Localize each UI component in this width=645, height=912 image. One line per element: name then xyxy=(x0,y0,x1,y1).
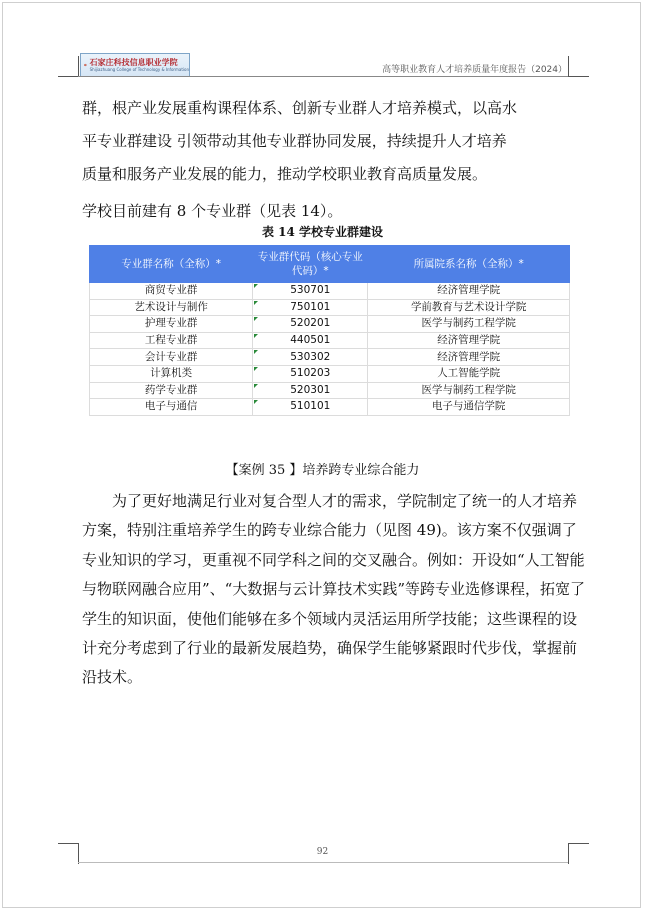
group-name-cell: 计算机类 xyxy=(90,365,253,382)
college-logo xyxy=(80,53,190,77)
group-name-cell: 商贸专业群 xyxy=(90,283,253,300)
group-code-cell: 530701 xyxy=(253,283,368,300)
department-cell: 经济管理学院 xyxy=(368,283,570,300)
major-group-table xyxy=(89,245,570,416)
group-code-cell: 440501 xyxy=(253,332,368,349)
group-name-cell: 艺术设计与制作 xyxy=(90,299,253,316)
text-line: 群，根产业发展重构课程体系、创新专业群人才培养模式，以高水 xyxy=(82,99,518,117)
department-cell: 经济管理学院 xyxy=(368,332,570,349)
crop-mark-top-right xyxy=(568,56,589,77)
column-header: 所属院系名称（全称）* xyxy=(368,246,570,283)
intro-paragraph xyxy=(82,92,570,191)
department-cell: 医学与制药工程学院 xyxy=(368,382,570,399)
logo-text xyxy=(90,59,189,72)
department-cell: 人工智能学院 xyxy=(368,365,570,382)
table-row xyxy=(90,382,570,399)
group-code-cell: 520301 xyxy=(253,382,368,399)
group-code-cell: 530302 xyxy=(253,349,368,366)
text-line: 方案，特别注重培养学生的跨专业综合能力（见图 49)。该方案不仅强调了 xyxy=(82,521,577,540)
report-title: 高等职业教育人才培养质量年度报告（2024） xyxy=(382,65,567,75)
crop-mark-top-left xyxy=(58,56,79,77)
text-line: 专业知识的学习，更重视不同学科之间的交叉融合。例如：开设如“人工智能 xyxy=(82,550,585,569)
group-name-cell: 药学专业群 xyxy=(90,382,253,399)
logo-name-cn: 石家庄科技信息职业学院 xyxy=(89,57,178,67)
table-row xyxy=(90,349,570,366)
department-cell: 学前教育与艺术设计学院 xyxy=(368,299,570,316)
column-header: 专业群代码（核心专业代码）* xyxy=(253,246,368,283)
footer-rule xyxy=(78,862,568,863)
group-code-cell: 510101 xyxy=(253,399,368,416)
page-number: 92 xyxy=(316,847,329,857)
table-header-row xyxy=(90,246,570,283)
text-line: 质量和服务产业发展的能力，推动学校职业教育高质量发展。 xyxy=(82,165,488,183)
text-line: 与物联网融合应用”、“大数据与云计算技术实践”等跨专业选修课程，拓宽了 xyxy=(82,580,586,599)
table-row xyxy=(90,332,570,349)
table-row xyxy=(90,399,570,416)
group-code-cell: 520201 xyxy=(253,316,368,333)
department-cell: 经济管理学院 xyxy=(368,349,570,366)
table-row xyxy=(90,316,570,333)
table-row xyxy=(90,299,570,316)
group-name-cell: 工程专业群 xyxy=(90,332,253,349)
group-code-cell: 510203 xyxy=(253,365,368,382)
case-title: 【案例 35 】培养跨专业综合能力 xyxy=(225,463,420,478)
case-paragraph xyxy=(82,487,586,693)
logo-name-en: Shijiazhuang College of Technology & Information xyxy=(89,66,189,72)
header-rule xyxy=(78,76,568,77)
text-line: 计充分考虑到了行业的最新发展趋势，确保学生能够紧跟时代步伐，掌握前 xyxy=(82,639,578,658)
group-code-cell: 750101 xyxy=(253,299,368,316)
department-cell: 医学与制药工程学院 xyxy=(368,316,570,333)
department-cell: 电子与通信学院 xyxy=(368,399,570,416)
group-name-cell: 电子与通信 xyxy=(90,399,253,416)
column-header: 专业群名称（全称）* xyxy=(90,246,253,283)
text-line: 沿技术。 xyxy=(82,668,143,687)
table-caption: 表 14 学校专业群建设 xyxy=(261,225,384,239)
group-name-cell: 会计专业群 xyxy=(90,349,253,366)
group-count-sentence: 学校目前建有 8 个专业群（见表 14）。 xyxy=(82,202,343,220)
text-line: 学生的知识面，使他们能够在多个领域内灵活运用所学技能；这些课程的设 xyxy=(82,609,578,628)
table-row xyxy=(90,365,570,382)
text-line: 为了更好地满足行业对复合型人才的需求，学院制定了统一的人才培养 xyxy=(112,492,578,510)
text-line: 平专业群建设 引领带动其他专业群协同发展，持续提升人才培养 xyxy=(82,132,507,150)
group-name-cell: 护理专业群 xyxy=(90,316,253,333)
table-row xyxy=(90,283,570,300)
college-emblem-icon xyxy=(84,56,87,74)
